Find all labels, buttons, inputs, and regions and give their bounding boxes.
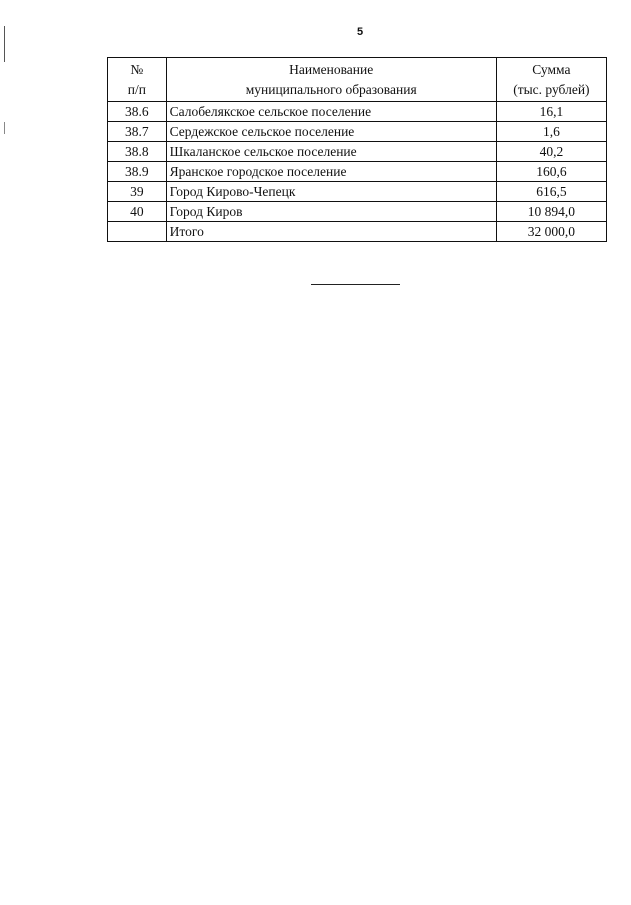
row-number: 40: [108, 202, 167, 222]
row-name: Сердежское сельское поселение: [166, 122, 496, 142]
header-number: [108, 58, 167, 102]
row-number: 38.6: [108, 102, 167, 122]
row-name: Яранское городское поселение: [166, 162, 496, 182]
row-sum: 40,2: [496, 142, 606, 162]
row-name: Шкаланское сельское поселение: [166, 142, 496, 162]
row-number: 39: [108, 182, 167, 202]
page-number: 5: [356, 26, 364, 38]
table-row: [108, 162, 607, 182]
row-name: Город Кирово-Чепецк: [166, 182, 496, 202]
scan-artifact-left-small: [4, 122, 5, 134]
row-name: Салобелякское сельское поселение: [166, 102, 496, 122]
header-name-text: Наименование муниципального образования: [245, 62, 417, 97]
total-row: [108, 222, 607, 242]
end-divider-line: [311, 284, 400, 285]
row-sum: 10 894,0: [496, 202, 606, 222]
total-number-blank: [108, 222, 167, 242]
header-sum-text: Сумма (тыс. рублей): [513, 62, 590, 97]
scan-artifact-left: [4, 26, 5, 62]
table-row: [108, 142, 607, 162]
row-sum: 1,6: [496, 122, 606, 142]
table-row: [108, 182, 607, 202]
allocation-table: [107, 57, 607, 242]
table-header-row: [108, 58, 607, 102]
table-row: [108, 202, 607, 222]
table-row: [108, 102, 607, 122]
row-number: 38.7: [108, 122, 167, 142]
row-sum: 160,6: [496, 162, 606, 182]
total-sum: 32 000,0: [496, 222, 606, 242]
table-row: [108, 122, 607, 142]
row-name: Город Киров: [166, 202, 496, 222]
header-number-text: № п/п: [127, 62, 146, 97]
header-name: [166, 58, 496, 102]
row-sum: 16,1: [496, 102, 606, 122]
total-label: Итого: [166, 222, 496, 242]
row-number: 38.9: [108, 162, 167, 182]
row-sum: 616,5: [496, 182, 606, 202]
header-sum: [496, 58, 606, 102]
row-number: 38.8: [108, 142, 167, 162]
